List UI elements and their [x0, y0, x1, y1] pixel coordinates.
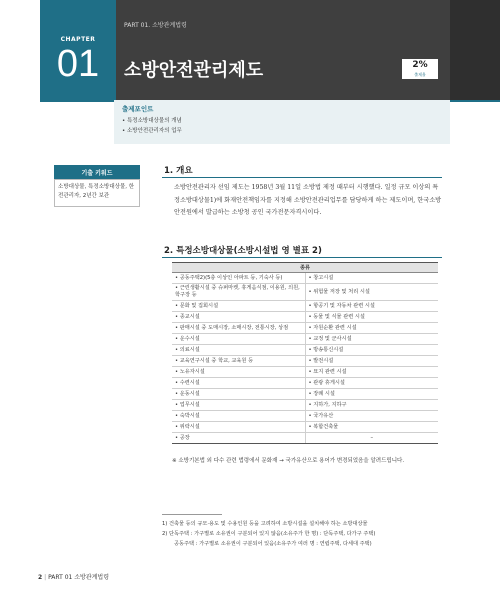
- focus-item: • 소방안전관리자의 업무: [122, 128, 182, 134]
- table-cell: –: [305, 433, 438, 444]
- part-label: PART 01. 소방관계법령: [124, 22, 187, 29]
- page-footer: [38, 572, 109, 581]
- section-2-rule: [162, 257, 442, 258]
- table-cell: • 운동시설: [172, 389, 305, 400]
- focus-points-title: 출제포인트: [122, 105, 154, 113]
- footer-text: PART 01 소방관계법령: [48, 574, 110, 581]
- keywords-title: 기출 키워드: [81, 170, 113, 177]
- table-cell: • 의료시설: [172, 345, 305, 356]
- table-row: [172, 334, 438, 345]
- table-cell: • 근린생활시설 중 슈퍼마켓, 휴게음식점, 이용원, 의원, 학구장 등: [172, 284, 305, 301]
- footnote-rule: [162, 514, 222, 515]
- table-header: 종류: [172, 263, 438, 273]
- table-cell: • 동물 및 식물 관련 시설: [305, 312, 438, 323]
- table-cell: • 위락시설: [172, 422, 305, 433]
- footnote-2: 2) 단독주택 : 가구별로 소유권이 구분되어 있지 않음(소유주가 한 명) : 단독주택, 다가구 주택): [162, 531, 376, 537]
- footnote-2-continued: 공동주택 : 가구별로 소유권이 구분되어 있음(소유주가 여러 명 : 연립주택, 다세대 주택): [174, 541, 372, 547]
- table-cell: • 수련시설: [172, 378, 305, 389]
- chapter-title: 소방안전관리제도: [124, 60, 264, 81]
- table-cell: • 판매시설 중 도매시장, 소매시장, 전통시장, 상점: [172, 323, 305, 334]
- section-1-title: 1. 개요: [164, 166, 193, 176]
- table-cell: • 위험물 저장 및 처리 시설: [305, 284, 438, 301]
- table-cell: • 창고시설: [305, 273, 438, 284]
- keywords-text: 소방대상물, 특정소방대상물, 한전관리자, 2년간 보관: [58, 184, 135, 199]
- focus-item: • 특정소방대상물의 개념: [122, 118, 182, 124]
- table-cell: • 관광 휴게시설: [305, 378, 438, 389]
- header-right-panel: [450, 0, 500, 102]
- table-cell: • 복합건축물: [305, 422, 438, 433]
- section-1-rule: [162, 177, 442, 178]
- table-note: ※ 소방기본법 외 다수 관련 법령에서 문화재 → 국가유산으로 용어가 변경되었음을 알려드립니다.: [172, 458, 405, 464]
- table-row: [172, 433, 438, 444]
- footnote-1: 1) 건축물 등의 규모·용도 및 수용인원 등을 고려하여 소방시설을 설치해야 하는 소방대상물: [162, 521, 368, 527]
- chapter-title-panel: [116, 0, 450, 102]
- table-row: [172, 273, 438, 284]
- table-row: [172, 345, 438, 356]
- frequency-value: 2%: [412, 60, 428, 70]
- table-cell: • 운수시설: [172, 334, 305, 345]
- table-cell: • 공동주택2)(5층 이상인 아파트 등, 기숙사 등): [172, 273, 305, 284]
- table-row: [172, 378, 438, 389]
- table-cell: • 숙박시설: [172, 411, 305, 422]
- table-header-row: [172, 263, 438, 273]
- footer-separator-icon: |: [44, 574, 47, 581]
- table-cell: • 국가유산: [305, 411, 438, 422]
- table-row: [172, 284, 438, 301]
- table-cell: • 항공기 및 자동차 관련 시설: [305, 301, 438, 312]
- table-cell: • 발전시설: [305, 356, 438, 367]
- table-cell: • 교정 및 군사시설: [305, 334, 438, 345]
- table-cell: • 공장: [172, 433, 305, 444]
- table-cell: • 교육연구시설 중 학교, 교육원 등: [172, 356, 305, 367]
- table-cell: • 자원순환 관련 시설: [305, 323, 438, 334]
- table-row: [172, 312, 438, 323]
- table-cell: • 묘지 관련 시설: [305, 367, 438, 378]
- table-row: [172, 411, 438, 422]
- table-cell: • 방송통신시설: [305, 345, 438, 356]
- table-cell: • 종교시설: [172, 312, 305, 323]
- table-cell: • 노유자시설: [172, 367, 305, 378]
- table-cell: • 지하가, 지하구: [305, 400, 438, 411]
- table-cell: • 장례 시설: [305, 389, 438, 400]
- table-row: [172, 422, 438, 433]
- table-row: [172, 301, 438, 312]
- table-cell: • 업무시설: [172, 400, 305, 411]
- table-row: [172, 389, 438, 400]
- frequency-label: 출제율: [414, 72, 426, 77]
- table-row: [172, 367, 438, 378]
- table-row: [172, 356, 438, 367]
- section-1-body: 소방안전관리자 선임 제도는 1958년 3월 11일 소방법 제정 때부터 시행했다. 일정 규모 이상의 특정소방대상물1)에 화재안전책임자를 지정해 소방안전관리업무를 담당하게 하는 제도이며, 한국소방안전원에서 발급하는 소방청 공인 국가전문자격시이다.: [174, 184, 442, 216]
- chapter-number: 01: [56, 43, 100, 85]
- page-number: 2: [38, 574, 43, 581]
- section-2-title: 2. 특정소방대상물(소방시설법 영 별표 2): [164, 246, 322, 256]
- table-row: [172, 400, 438, 411]
- table-row: [172, 323, 438, 334]
- table-cell: • 문화 및 집회시설: [172, 301, 305, 312]
- chapter-label: CHAPTER: [60, 36, 96, 43]
- facility-table: [172, 262, 438, 444]
